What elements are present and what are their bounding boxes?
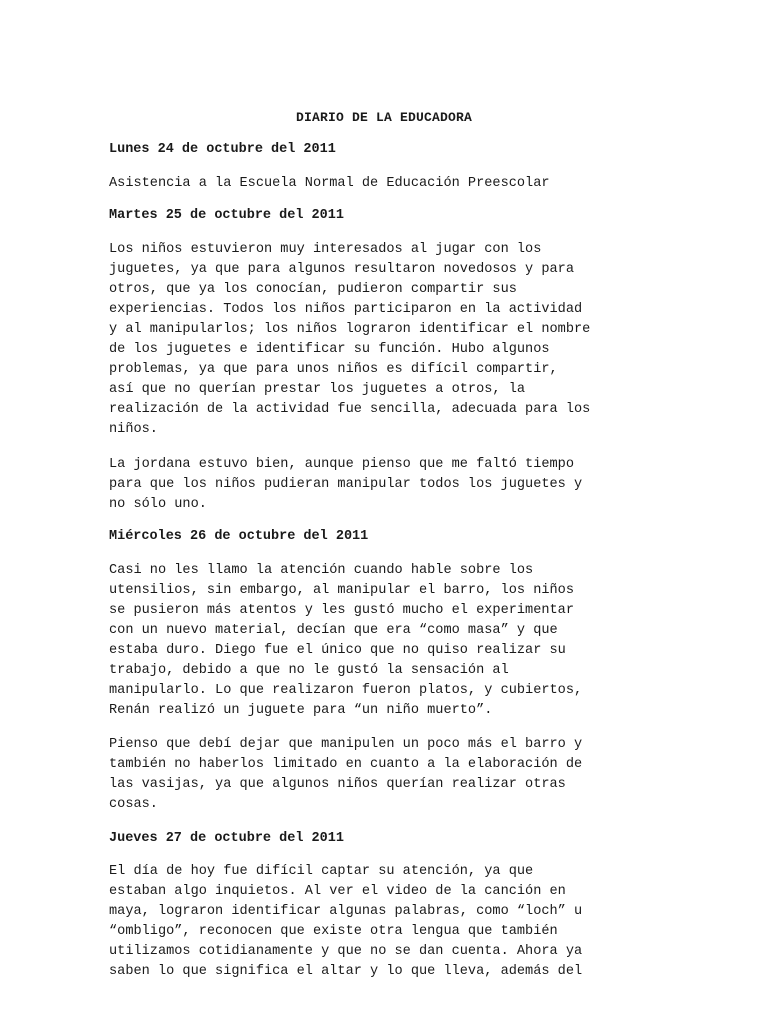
text-line: con un nuevo material, decían que era “como masa” y que (109, 623, 558, 638)
text-line: maya, lograron identificar algunas palabras, como “loch” u (109, 904, 583, 919)
entry-paragraph (109, 735, 669, 815)
entry-date-heading: Jueves 27 de octubre del 2011 (109, 831, 344, 846)
text-line: estaba duro. Diego fue el único que no quiso realizar su (109, 643, 566, 658)
text-line: y al manipularlos; los niños lograron identificar el nombre (109, 322, 591, 337)
text-line: “ombligo”, reconocen que existe otra lengua que también (109, 924, 558, 939)
text-line: niños. (109, 422, 158, 437)
text-line: se pusieron más atentos y les gustó mucho el experimentar (109, 603, 574, 618)
text-line: estaban algo inquietos. Al ver el video de la canción en (109, 884, 566, 899)
text-line: Renán realizó un juguete para “un niño muerto”. (109, 703, 493, 718)
text-line: realización de la actividad fue sencilla, adecuada para los (109, 402, 591, 417)
text-line: otros, que ya los conocían, pudieron compartir sus (109, 282, 517, 297)
text-line: utilizamos cotidianamente y que no se dan cuenta. Ahora ya (109, 944, 583, 959)
text-line: La jordana estuvo bien, aunque pienso que me faltó tiempo (109, 457, 574, 472)
text-line: problemas, ya que para unos niños es difícil compartir, (109, 362, 558, 377)
entry-paragraph (109, 174, 669, 194)
text-line: trabajo, debido a que no le gustó la sensación al (109, 663, 509, 678)
text-line: Pienso que debí dejar que manipulen un poco más el barro y (109, 737, 583, 752)
text-line: manipularlo. Lo que realizaron fueron platos, y cubiertos, (109, 683, 583, 698)
text-line: Casi no les llamo la atención cuando hable sobre los (109, 563, 534, 578)
entry-paragraph (109, 862, 669, 982)
document-title: DIARIO DE LA EDUCADORA (295, 110, 473, 125)
text-line: El día de hoy fue difícil captar su atención, ya que (109, 864, 534, 879)
text-line: utensilios, sin embargo, al manipular el barro, los niños (109, 583, 574, 598)
entry-date-heading: Miércoles 26 de octubre del 2011 (109, 529, 369, 544)
text-line: juguetes, ya que para algunos resultaron novedosos y para (109, 262, 574, 277)
text-line: Los niños estuvieron muy interesados al jugar con los (109, 242, 542, 257)
text-line: saben lo que significa el altar y lo que lleva, además del (109, 964, 583, 979)
text-line: no sólo uno. (109, 497, 207, 512)
entry-paragraph (109, 455, 669, 515)
text-line: para que los niños pudieran manipular todos los juguetes y (109, 477, 583, 492)
entry-date-heading: Lunes 24 de octubre del 2011 (109, 142, 336, 157)
text-line: Asistencia a la Escuela Normal de Educación Preescolar (109, 176, 550, 191)
entry-paragraph (109, 240, 669, 440)
text-line: así que no querían prestar los juguetes a otros, la (109, 382, 526, 397)
entry-paragraph (109, 561, 669, 721)
text-line: experiencias. Todos los niños participaron en la actividad (109, 302, 583, 317)
text-line: cosas. (109, 797, 158, 812)
entry-date-heading: Martes 25 de octubre del 2011 (109, 208, 344, 223)
text-line: también no haberlos limitado en cuanto a la elaboración de (109, 757, 583, 772)
text-line: las vasijas, ya que algunos niños querían realizar otras (109, 777, 566, 792)
text-line: de los juguetes e identificar su función. Hubo algunos (109, 342, 550, 357)
